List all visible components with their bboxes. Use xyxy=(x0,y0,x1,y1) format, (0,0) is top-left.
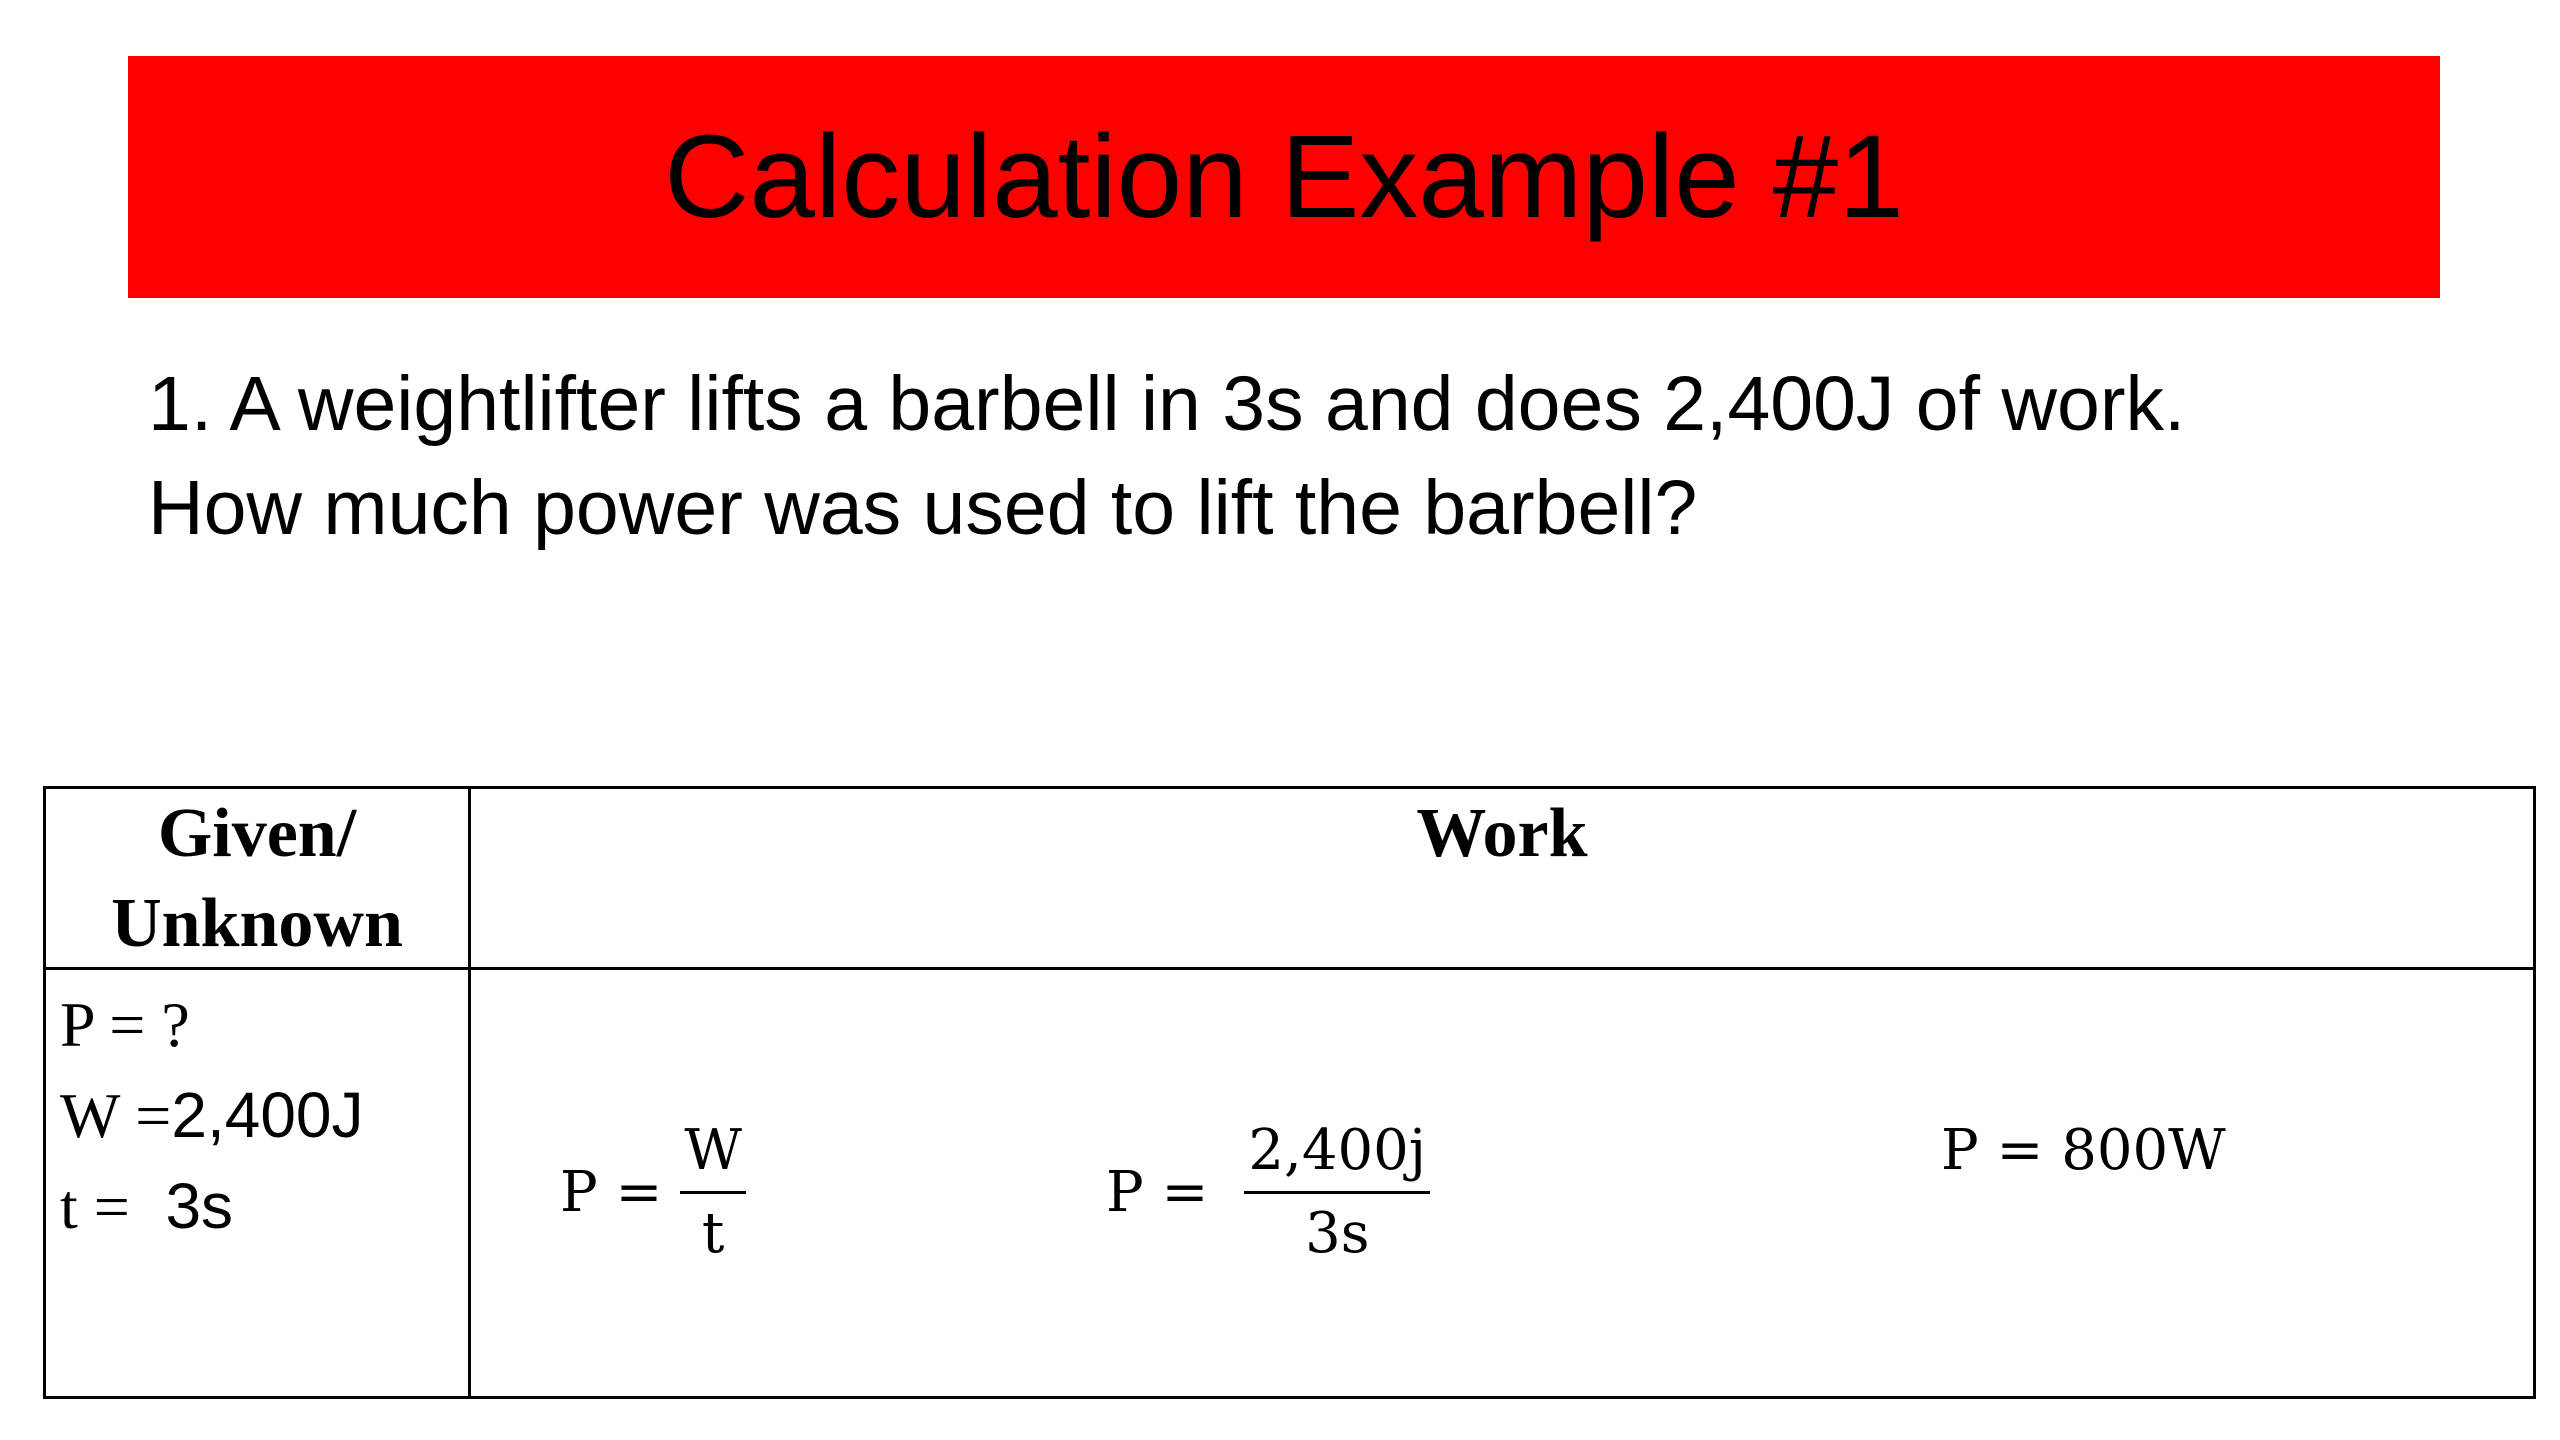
question-line-1: 1. A weightlifter lifts a barbell in 3s and does 2,400J of work. xyxy=(148,361,2186,447)
given-values xyxy=(60,979,364,1252)
answer-text: P = 800W xyxy=(1941,1118,2226,1183)
given-work xyxy=(60,1070,364,1161)
formula-lhs: P = xyxy=(560,1160,663,1225)
final-answer xyxy=(1941,1111,2226,1191)
given-time-label: t = xyxy=(60,1171,130,1242)
given-power-value: ? xyxy=(145,989,190,1060)
given-header-line-2: Unknown xyxy=(111,885,403,962)
solution-table xyxy=(43,786,2536,1399)
question-line-2: How much power was used to lift the barbell? xyxy=(148,465,1698,551)
formula-numerator: W xyxy=(684,1118,742,1183)
given-time xyxy=(60,1161,364,1252)
given-header-line-1: Given/ xyxy=(157,795,357,872)
formula-denominator: t xyxy=(701,1201,725,1266)
power-formula xyxy=(560,1111,746,1274)
given-work-label: W = xyxy=(60,1080,172,1151)
formula-fraction xyxy=(680,1111,746,1274)
substitution-lhs: P = xyxy=(1106,1160,1209,1225)
title-banner xyxy=(128,56,2440,298)
question-text xyxy=(148,352,2448,560)
given-time-value: 3s xyxy=(129,1170,234,1242)
given-power-label: P = xyxy=(60,989,146,1060)
work-header: Work xyxy=(1416,795,1588,872)
given-power xyxy=(60,979,364,1070)
column-divider xyxy=(468,789,471,1396)
substitution-numerator: 2,400j xyxy=(1248,1118,1427,1183)
substitution-denominator: 3s xyxy=(1305,1201,1370,1266)
slide-title: Calculation Example #1 xyxy=(664,111,1904,243)
given-unknown-header xyxy=(46,789,468,969)
substitution-step xyxy=(1106,1111,1430,1274)
substitution-fraction xyxy=(1244,1111,1430,1274)
given-work-value: 2,400J xyxy=(171,1079,364,1151)
